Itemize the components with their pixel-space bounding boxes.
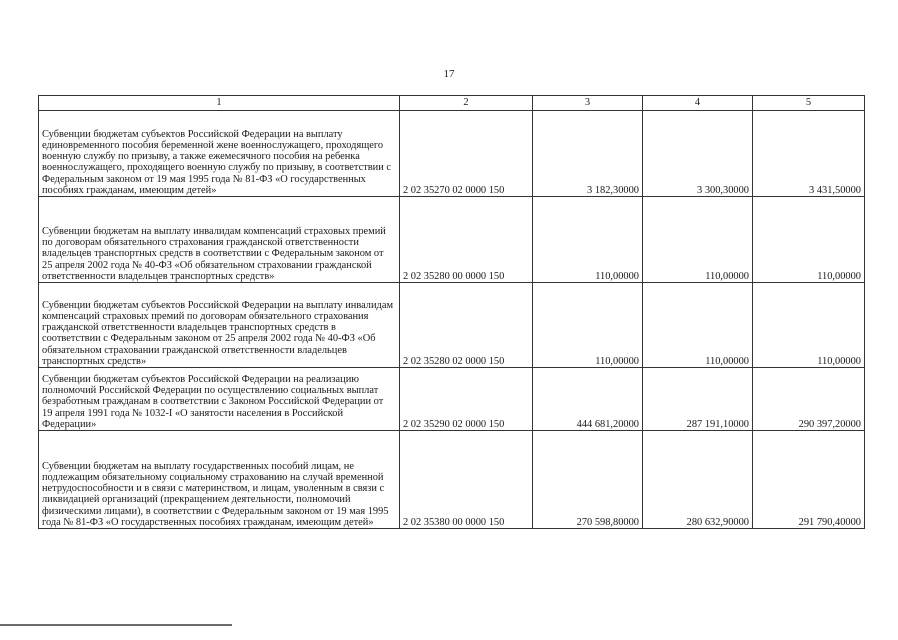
row-value-year-2: 110,00000 [643, 283, 753, 368]
row-value-year-3: 110,00000 [753, 197, 865, 283]
row-code: 2 02 35380 00 0000 150 [400, 431, 533, 529]
table-header-row [39, 96, 865, 111]
row-code: 2 02 35290 02 0000 150 [400, 368, 533, 431]
budget-table [38, 95, 865, 529]
row-value-year-1: 270 598,80000 [533, 431, 643, 529]
row-description: Субвенции бюджетам субъектов Российской Федерации на реализацию полномочий Российской Федерации по осуществлению социальных выплат безработным гражданам в соответствии с Законом Российской Федерации от 19 апреля 1991 года № 1032-I «О занятости населения в Российской Федерации» [39, 368, 400, 431]
row-value-year-1: 110,00000 [533, 283, 643, 368]
row-value-year-3: 110,00000 [753, 283, 865, 368]
row-description: Субвенции бюджетам на выплату инвалидам компенсаций страховых премий по договорам обязательного страхования гражданской ответственности владельцев транспортных средств в соответствии с Федеральным законом от 25 апреля 2002 года № 40-ФЗ «Об обязательном страховании гражданской ответственности владельцев транспортных средств» [39, 197, 400, 283]
page-number: 17 [443, 68, 455, 80]
header-col-2: 2 [400, 96, 533, 111]
row-description: Субвенции бюджетам на выплату государственных пособий лицам, не подлежащим обязательному социальному страхованию на случай временной нетрудоспособности и в связи с материнством, и лицам, уволенным в связи с ликвидацией организаций (прекращением деятельности, полномочий физическими лицами), в соответствии с Федеральным законом от 19 мая 1995 года № 81-ФЗ «О государственных пособиях гражданам, имеющим детей» [39, 431, 400, 529]
row-description: Субвенции бюджетам субъектов Российской Федерации на выплату инвалидам компенсаций страховых премий по договорам обязательного страхования гражданской ответственности владельцев транспортных средств в соответствии с Федеральным законом от 25 апреля 2002 года № 40-ФЗ «Об обязательном страховании гражданской ответственности владельцев транспортных средств» [39, 283, 400, 368]
row-value-year-2: 280 632,90000 [643, 431, 753, 529]
header-col-1: 1 [39, 96, 400, 111]
row-code: 2 02 35280 02 0000 150 [400, 283, 533, 368]
row-value-year-3: 3 431,50000 [753, 111, 865, 197]
row-value-year-3: 290 397,20000 [753, 368, 865, 431]
table-row [39, 368, 865, 431]
row-code: 2 02 35280 00 0000 150 [400, 197, 533, 283]
footer-scan-line [0, 624, 232, 626]
header-col-5: 5 [753, 96, 865, 111]
row-value-year-1: 3 182,30000 [533, 111, 643, 197]
header-col-3: 3 [533, 96, 643, 111]
table-row [39, 431, 865, 529]
table-row [39, 283, 865, 368]
row-description: Субвенции бюджетам субъектов Российской Федерации на выплату единовременного пособия беременной жене военнослужащего, проходящего военную службу по призыву, а также ежемесячного пособия на ребенка военнослужащего, проходящего военную службу по призыву, в соответствии с Федеральным законом от 19 мая 1995 года № 81-ФЗ «О государственных пособиях гражданам, имеющим детей» [39, 111, 400, 197]
row-value-year-2: 110,00000 [643, 197, 753, 283]
table-row [39, 197, 865, 283]
row-value-year-3: 291 790,40000 [753, 431, 865, 529]
row-value-year-1: 110,00000 [533, 197, 643, 283]
row-value-year-1: 444 681,20000 [533, 368, 643, 431]
row-value-year-2: 3 300,30000 [643, 111, 753, 197]
header-col-4: 4 [643, 96, 753, 111]
row-code: 2 02 35270 02 0000 150 [400, 111, 533, 197]
row-value-year-2: 287 191,10000 [643, 368, 753, 431]
table-row [39, 111, 865, 197]
